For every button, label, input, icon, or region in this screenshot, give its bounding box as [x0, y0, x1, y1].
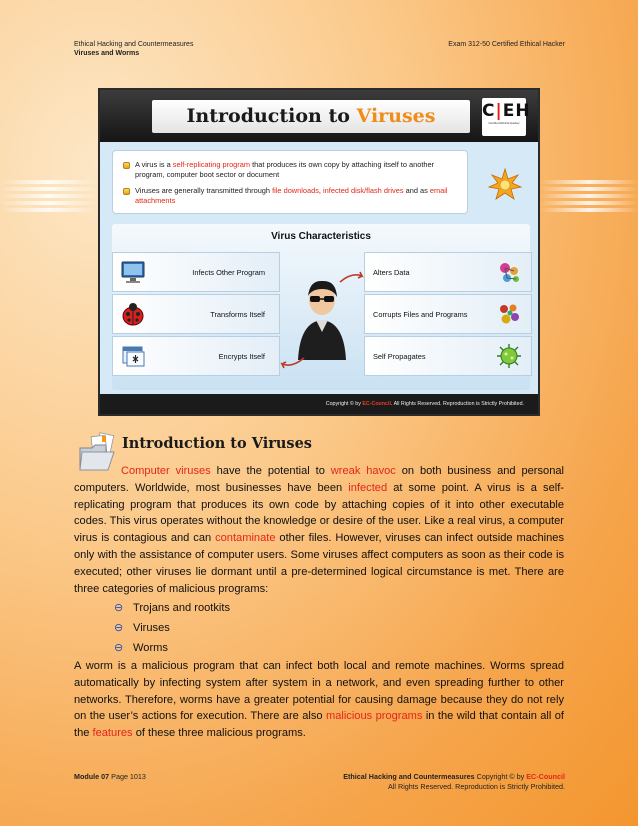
bullet-text: and as [403, 186, 430, 195]
slide-copyright-text: . All Rights Reserved. Reproduction is Strictly Prohibited. [390, 401, 524, 407]
body-text: have the potential to [210, 465, 331, 477]
ceh-logo-bar: | [495, 101, 503, 121]
malicious-program-categories [114, 598, 230, 658]
highlight-text: Computer viruses [121, 465, 211, 477]
slide-image [98, 88, 540, 416]
highlight-text: wreak havoc [330, 465, 396, 477]
slide-title [152, 100, 470, 133]
footer-page: Page 1013 [109, 772, 146, 781]
decorative-stripes-right [540, 180, 638, 214]
footer-brand: EC-Council [526, 772, 565, 781]
characteristic-infects-other-program [112, 252, 280, 292]
intro-paragraph [74, 463, 564, 597]
slide-title-main: Introduction to [186, 105, 357, 127]
body-text: of these three malicious programs. [132, 727, 306, 740]
windows-bug-icon [119, 342, 147, 370]
body-text: on both business and personal computers. Worldwide, most businesses have been [74, 465, 565, 494]
virus-characteristics-title: Virus Characteristics [271, 231, 371, 242]
arrow-icon [338, 270, 366, 284]
slide-copyright-brand: EC-Council [362, 401, 391, 407]
slide-copyright-bar [100, 394, 538, 414]
highlight-text: infected [348, 481, 388, 494]
footer-copyright-line2: All Rights Reserved. Reproduction is Strictly Prohibited. [388, 781, 565, 791]
bullet-highlight: infected disk/flash drives [323, 186, 404, 195]
list-item: ⊖ Trojans and rootkits [114, 598, 230, 618]
characteristic-transforms-itself [112, 294, 280, 334]
body-text: at some point. A virus is a self-replicating program that produces its own code by attaching copies of it into other executable codes. This virus operates without the knowledge or desire of the user. Like a real virus, a computer virus is contagious and can [74, 481, 564, 545]
characteristic-encrypts-itself [112, 336, 280, 376]
worm-paragraph [74, 658, 564, 742]
body-text: other files. However, viruses can infect outside machines only with the assistance of computer users. Some viruses affect computers as soon as their code is executed; other viruses lie dormant until a pre-determined logical circumstance is met. There are three categories of malicious programs: [74, 532, 564, 595]
ceh-logo-eh: EH [502, 101, 531, 121]
ceh-logo [482, 98, 531, 136]
slide-bullet-1 [123, 160, 457, 180]
arrow-icon [278, 356, 306, 370]
bullet-text: A virus is a [135, 160, 173, 169]
footer-copyright-line1 [343, 772, 565, 782]
header-exam-title: Exam 312-50 Certified Ethical Hacker [448, 41, 565, 48]
header-chapter-title: Viruses and Worms [74, 50, 140, 57]
footer-copyright [343, 772, 565, 791]
virus-characteristics-panel [112, 224, 530, 390]
footer-module: Module 07 [74, 772, 110, 781]
highlight-text: contaminate [215, 532, 276, 545]
characteristic-corrupts-files [364, 294, 532, 334]
slide-copyright-text: Copyright © by [325, 401, 363, 407]
body-text: A worm is a malicious program that can infect both local and remote machines. Worms spread automatically by infecting system after system in a network, and even spreading further to other networks. Therefore, worms have a greater potential for causing damage because they do not rely on the user’s actions for execution. There are also [74, 660, 564, 723]
virus-molecule-icon [495, 258, 523, 286]
bullet-text: that produces its own copy by attaching itself to another program, computer boot sector or document [135, 160, 435, 179]
green-virus-icon [495, 342, 523, 370]
characteristic-self-propagates [364, 336, 532, 376]
bullet-highlight: self-replicating program [172, 160, 251, 169]
highlight-text: features [92, 727, 133, 740]
characteristic-label: Transforms Itself [210, 309, 265, 319]
characteristic-label: Corrupts Files and Programs [373, 309, 468, 319]
ladybug-icon [119, 300, 147, 328]
characteristic-label: Infects Other Program [192, 267, 265, 277]
header-book-title: Ethical Hacking and Countermeasures [74, 41, 194, 48]
slide-bullet-2 [123, 186, 457, 206]
ceh-logo-subtitle: Certified Ethical Hacker [488, 121, 520, 125]
virus-cluster-icon [495, 300, 523, 328]
characteristic-label: Encrypts Itself [218, 351, 265, 361]
highlight-text: malicious programs [325, 710, 423, 723]
bullet-text: , [318, 186, 324, 195]
footer-page-number [74, 772, 146, 781]
ceh-logo-c: C [482, 101, 496, 121]
footer-copyright-text: Copyright © by [474, 772, 527, 781]
monitor-icon [119, 258, 147, 286]
running-header-left [74, 40, 193, 58]
bullet-highlight: file downloads [272, 186, 319, 195]
bullet-highlight: email attachments [135, 186, 448, 205]
slide-title-accent: Viruses [356, 105, 436, 127]
virus-star-icon [488, 168, 522, 202]
hacker-figure-icon [292, 276, 352, 360]
list-item: ⊖ Viruses [114, 618, 230, 638]
characteristic-label: Alters Data [373, 267, 410, 277]
section-heading: Introduction to Viruses [122, 435, 312, 452]
list-item: ⊖ Worms [114, 638, 230, 658]
characteristic-label: Self Propagates [373, 351, 426, 361]
slide-title-bar [100, 90, 538, 142]
slide-bullets [112, 150, 468, 214]
body-text: in the wild that contain all of the [74, 710, 565, 740]
bullet-text: Viruses are generally transmitted through [135, 186, 273, 195]
footer-book-title: Ethical Hacking and Countermeasures [343, 772, 475, 781]
characteristic-alters-data [364, 252, 532, 292]
decorative-stripes-left [0, 180, 98, 214]
